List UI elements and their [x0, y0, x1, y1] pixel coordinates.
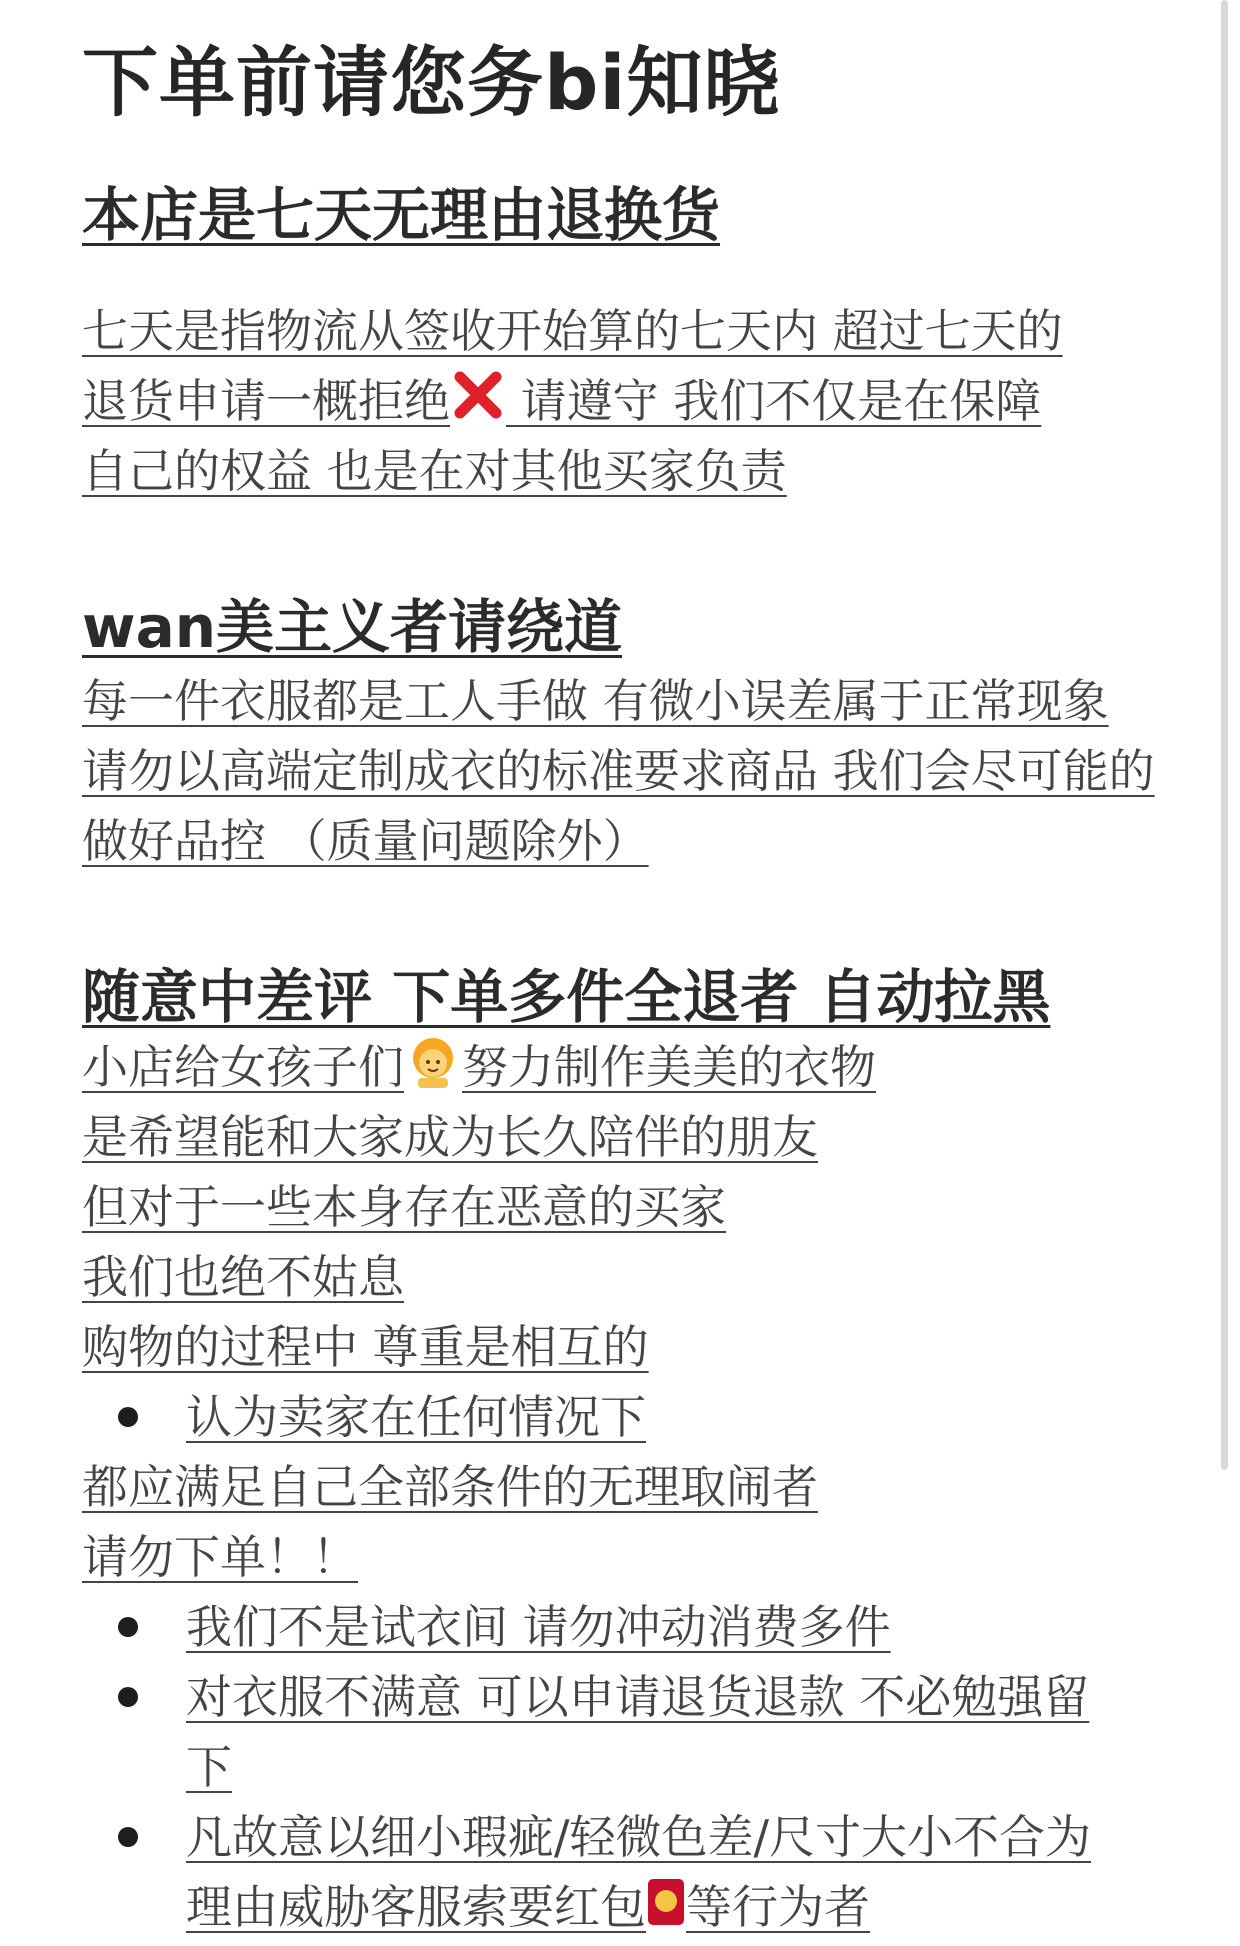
bullet-text: [186, 1802, 1126, 1946]
cross-mark-icon: [450, 367, 506, 442]
section1-line2: [82, 366, 1041, 442]
section3-line7: 请勿下单！！: [82, 1530, 358, 1584]
section2-paragraph: 每一件衣服都是工人手做 有微小误差属于正常现象 请勿以高端定制成衣的标准要求商品 我们会尽可能的做好品控 （质量问题除外）: [82, 674, 1155, 868]
section3-line2: 是希望能和大家成为长久陪伴的朋友: [82, 1110, 818, 1164]
bullet-dot: [118, 1407, 138, 1427]
page-title: 下单前请您务bi知晓: [82, 38, 781, 127]
section3-line1-part1: 小店给女孩子们: [82, 1040, 404, 1094]
bullet-text: 认为卖家在任何情况下: [186, 1390, 646, 1444]
section3-line4: 我们也绝不姑息: [82, 1250, 404, 1304]
section3-line1-part2: 努力制作美美的衣物: [462, 1040, 876, 1094]
section1-line2-part1: 退货申请一概拒绝: [82, 374, 450, 428]
section3-line3: 但对于一些本身存在恶意的买家: [82, 1180, 726, 1234]
bullet-dot: [118, 1687, 138, 1707]
woman-emoji-icon: [404, 1032, 462, 1109]
red-envelope-icon: [646, 1876, 686, 1946]
bullet-text-part1: 凡故意以细小瑕疵/轻微色差/尺寸大小不合为理由威胁客服索要红包: [186, 1810, 1091, 1934]
bullet-dot: [118, 1827, 138, 1847]
section1-line3: 自己的权益 也是在对其他买家负责: [82, 444, 787, 498]
section1-line1: 七天是指物流从签收开始算的七天内 超过七天的: [82, 304, 1063, 358]
bullet-text: 我们不是试衣间 请勿冲动消费多件: [186, 1600, 891, 1654]
section3-line1: [82, 1032, 876, 1109]
section3-line6: 都应满足自己全部条件的无理取闹者: [82, 1460, 818, 1514]
section-heading-return-policy: 本店是七天无理由退换货: [82, 181, 721, 249]
bullet-dot: [118, 1617, 138, 1637]
section-heading-perfectionist: wan美主义者请绕道: [82, 593, 623, 661]
bullet-text-part2: 等行为者: [686, 1880, 870, 1934]
scrollbar[interactable]: [1221, 0, 1228, 1470]
section1-line2-part2: 请遵守 我们不仅是在保障: [506, 374, 1042, 428]
section-heading-blacklist: 随意中差评 下单多件全退者 自动拉黑: [82, 963, 1051, 1031]
section3-line5: 购物的过程中 尊重是相互的: [82, 1320, 649, 1374]
bullet-text: 对衣服不满意 可以申请退货退款 不必勉强留下: [186, 1670, 1090, 1794]
